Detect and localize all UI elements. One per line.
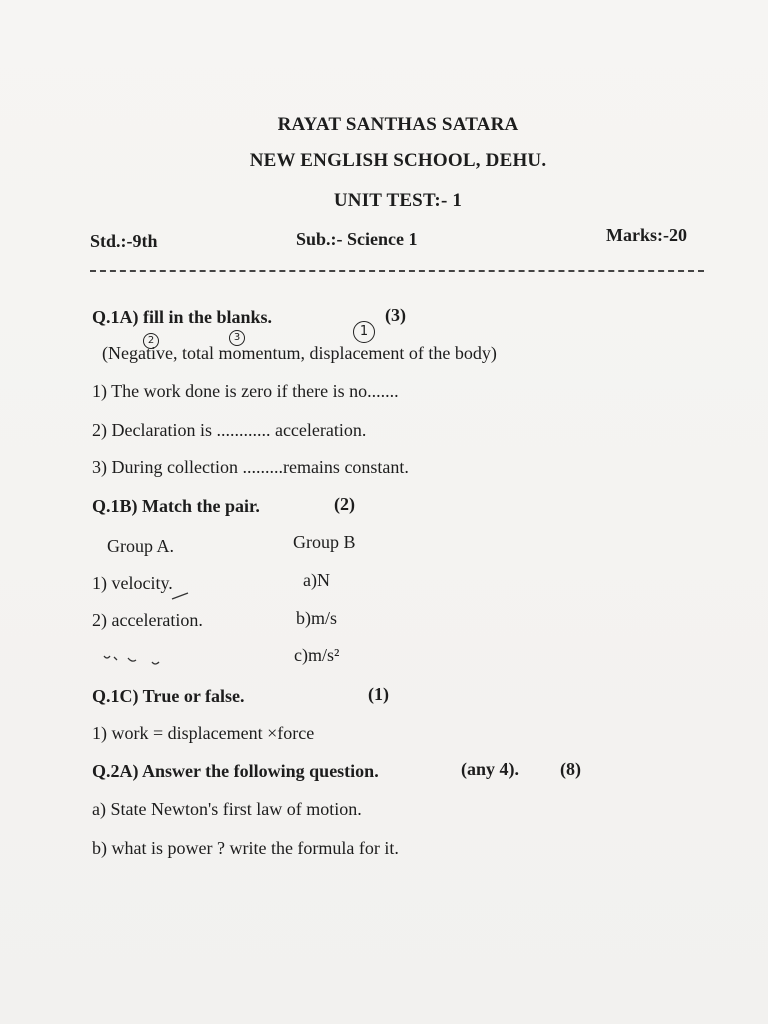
q1c-item-1: 1) work = displacement ×force [92,723,315,743]
q1a-options: (Negative, total momentum, displacement of the body) [102,343,497,363]
match-left-1: 1) velocity. [92,573,173,593]
subject-label: Sub.:- Science 1 [296,229,418,249]
pen-tick [170,590,192,602]
q1a-item-2: 2) Declaration is ............ acceleration. [92,420,367,440]
q2a-marks: (8) [560,759,581,779]
q1c-title: Q.1C) True or false. [92,686,245,706]
institution-name: RAYAT SANTHAS SATARA [277,114,519,135]
q1a-title: Q.1A) fill in the blanks. [92,307,273,327]
q1c-marks: (1) [368,684,389,704]
q2a-item-a: a) State Newton's first law of motion. [92,799,362,819]
header-divider [90,270,704,272]
q2a-title: Q.2A) Answer the following question. [92,761,379,781]
q1a-item-1: 1) The work done is zero if there is no....... [92,381,399,401]
match-right-a: a)N [303,570,330,590]
group-a-header: Group A. [107,536,174,556]
q2a-item-b: b) what is power ? write the formula for it. [92,838,399,858]
annotation-circle-3: 3 [229,330,245,346]
q1b-marks: (2) [334,494,355,514]
school-name: NEW ENGLISH SCHOOL, DEHU. [249,150,547,171]
match-right-b: b)m/s [296,608,338,628]
q1b-title: Q.1B) Match the pair. [92,496,260,516]
q1a-item-3: 3) During collection .........remains constant. [92,457,409,477]
match-left-2: 2) acceleration. [92,610,203,630]
pen-scribble [100,648,170,670]
q1a-marks: (3) [385,305,406,325]
q2a-choice: (any 4). [461,759,519,779]
annotation-circle-2: 2 [143,333,159,349]
marks-label: Marks:-20 [606,225,687,245]
group-b-header: Group B [293,532,356,552]
match-right-c: c)m/s² [294,645,340,665]
standard-label: Std.:-9th [90,231,158,251]
test-title: UNIT TEST:- 1 [333,190,463,211]
annotation-circle-1: 1 [353,321,375,343]
